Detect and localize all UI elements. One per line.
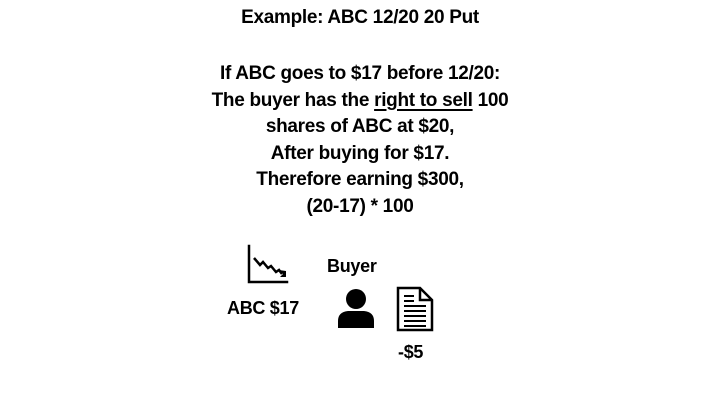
buyer-label: Buyer: [327, 256, 377, 276]
explanation-line-4: After buying for $17.: [270, 142, 450, 164]
line-2-prefix: The buyer has the: [211, 89, 375, 111]
document-icon: [396, 286, 434, 332]
stock-price-label: ABC $17: [227, 298, 299, 318]
explanation-line-3: shares of ABC at $20,: [265, 116, 455, 137]
explanation-line-6: (20-17) * 100: [306, 195, 414, 217]
slide-title: Example: ABC 12/20 20 Put: [241, 7, 479, 28]
explanation-line-2: [0, 88, 720, 115]
person-icon: [336, 288, 376, 330]
line-2-suffix: 100: [472, 89, 509, 111]
explanation-text: [0, 61, 720, 220]
explanation-line-5: Therefore earning $300,: [256, 169, 464, 190]
chart-decline-icon: [246, 244, 290, 286]
explanation-line-1: If ABC goes to $17 before 12/20:: [219, 63, 501, 84]
right-to-sell-text: right to sell: [374, 89, 473, 111]
premium-cost-label: -$5: [398, 342, 424, 362]
